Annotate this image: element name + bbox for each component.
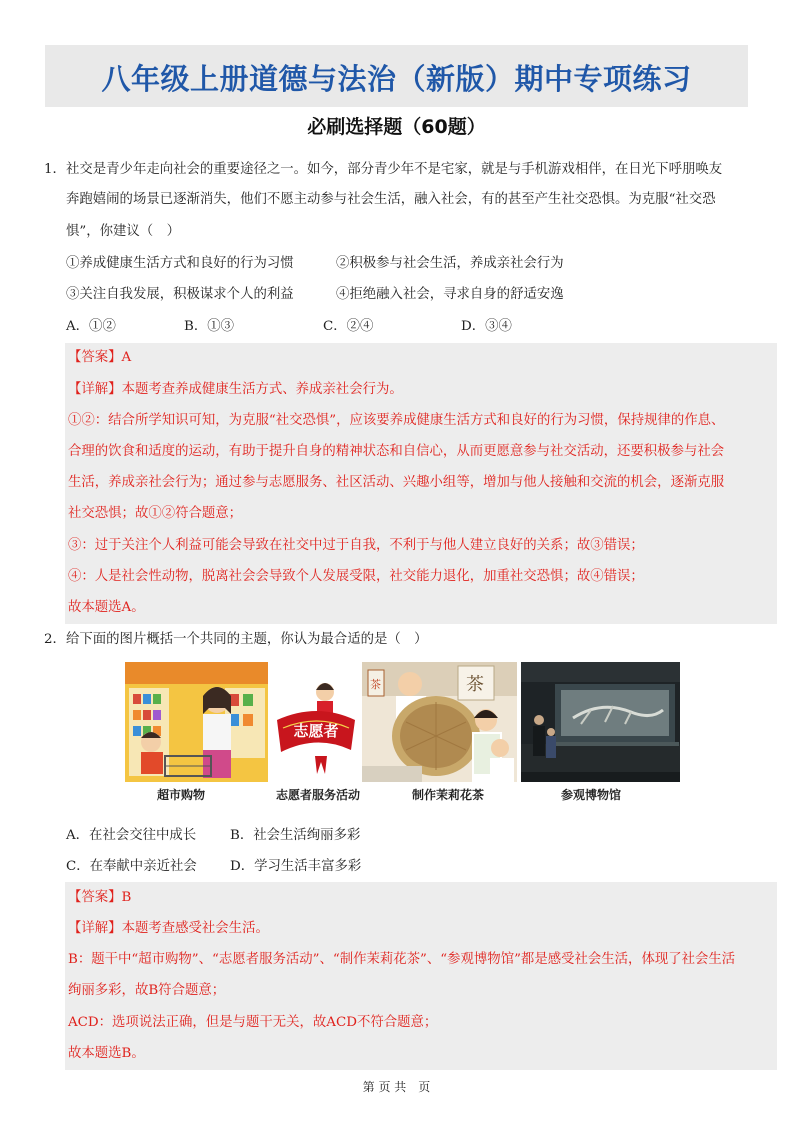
explanation-line: 绚丽多彩，故B符合题意；	[68, 983, 226, 998]
explanation-line: 故本题选B。	[68, 1046, 145, 1061]
banner-text: 志愿者	[293, 722, 339, 740]
explanation-heading	[68, 380, 403, 400]
question-stem-line: 社交是青少年走向社会的重要途径之一。如今，部分青少年不是宅家，就是与手机游戏相伴，在日光下呼朋唤友	[66, 162, 723, 177]
photo-caption: 超市购物	[157, 788, 206, 802]
question-number: 2．	[44, 632, 66, 647]
question-stem: 给下面的图片概括一个共同的主题，你认为最合适的是（ ）	[66, 632, 428, 647]
question-stem-line: 奔跑嬉闹的场景已逐渐消失，他们不愿主动参与社会生活，融入社会，有的甚至产生社交恐惧。为克服“社交恐	[66, 192, 716, 207]
supermarket-photo	[125, 662, 268, 782]
museum-photo	[521, 662, 680, 782]
page-subtitle: 必刷选择题（60题）	[307, 116, 486, 138]
explanation-line: ④：人是社会性动物，脱离社会会导致个人发展受限，社交能力退化，加重社交恐惧；故④错误；	[68, 569, 644, 584]
option-a: A．在社会交往中成长	[66, 828, 197, 843]
explanation-line: ACD：选项说法正确，但是与题干无关，故ACD不符合题意；	[68, 1015, 438, 1030]
explanation-heading	[68, 919, 269, 939]
explanation-line: 生活，养成亲社会行为；通过参与志愿服务、社区活动、兴趣小组等，增加与他人接触和交流的机会，逐渐克服	[68, 475, 725, 490]
question-number: 1．	[44, 162, 66, 177]
page-title: 八年级上册道德与法治（新版）期中专项练习	[101, 62, 692, 96]
explanation-intro: 本题考查养成健康生活方式、养成亲社会行为。	[121, 382, 403, 397]
photo-caption: 志愿者服务活动	[276, 788, 361, 802]
photo-caption: 制作茉莉花茶	[412, 788, 485, 802]
photo-strip	[125, 662, 680, 782]
tea-making-photo	[362, 662, 517, 782]
choice-item: ④拒绝融入社会，寻求自身的舒适安逸	[336, 287, 564, 302]
choice-item: ③关注自我发展，积极谋求个人的利益	[66, 287, 294, 302]
explanation-line: 合理的饮食和适度的运动，有助于提升自身的精神状态和自信心，从而更愿意参与社交活动，还要积极参与社会	[68, 444, 725, 459]
svg-text:茶: 茶	[466, 674, 484, 695]
choice-item: ①养成健康生活方式和良好的行为习惯	[66, 256, 294, 271]
answer-label: 【答案】A	[68, 350, 132, 365]
explanation-line: 故本题选A。	[68, 600, 145, 615]
option-c: C．在奉献中亲近社会	[66, 859, 197, 874]
option-c: C．②④	[323, 319, 374, 334]
page-footer: 第 页 共 页	[362, 1080, 431, 1094]
title-band	[45, 45, 748, 107]
question-stem-line: 惧”，你建议（ ）	[66, 224, 180, 239]
explanation-line: ③：过于关注个人利益可能会导致在社交中过于自我，不利于与他人建立良好的关系；故③错误；	[68, 538, 644, 553]
choice-item: ②积极参与社会生活，养成亲社会行为	[336, 256, 564, 271]
explanation-line: ①②：结合所学知识可知，为克服“社交恐惧”，应该要养成健康生活方式和良好的行为习惯，保持规律的作息、	[68, 413, 725, 428]
explanation-line: 社交恐惧；故①②符合题意；	[68, 506, 243, 521]
option-b: B．社会生活绚丽多彩	[230, 828, 361, 843]
option-d: D．学习生活丰富多彩	[230, 859, 362, 874]
explanation-tag: 【详解】	[68, 382, 122, 397]
photo-caption: 参观博物馆	[561, 788, 622, 802]
answer-label: 【答案】B	[68, 890, 132, 905]
explanation-intro: 本题考查感受社会生活。	[121, 921, 269, 936]
svg-text:茶: 茶	[370, 678, 381, 691]
option-b: B．①③	[184, 319, 235, 334]
option-d: D．③④	[461, 319, 512, 334]
explanation-line: B：题干中“超市购物”、“志愿者服务活动”、“制作茉莉花茶”、“参观博物馆”都是感受社会生活，体现了社会生活	[68, 952, 736, 967]
explanation-tag: 【详解】	[68, 921, 122, 936]
option-a: A．①②	[66, 319, 116, 334]
answer-box	[65, 882, 777, 1070]
volunteer-photo	[273, 662, 359, 782]
